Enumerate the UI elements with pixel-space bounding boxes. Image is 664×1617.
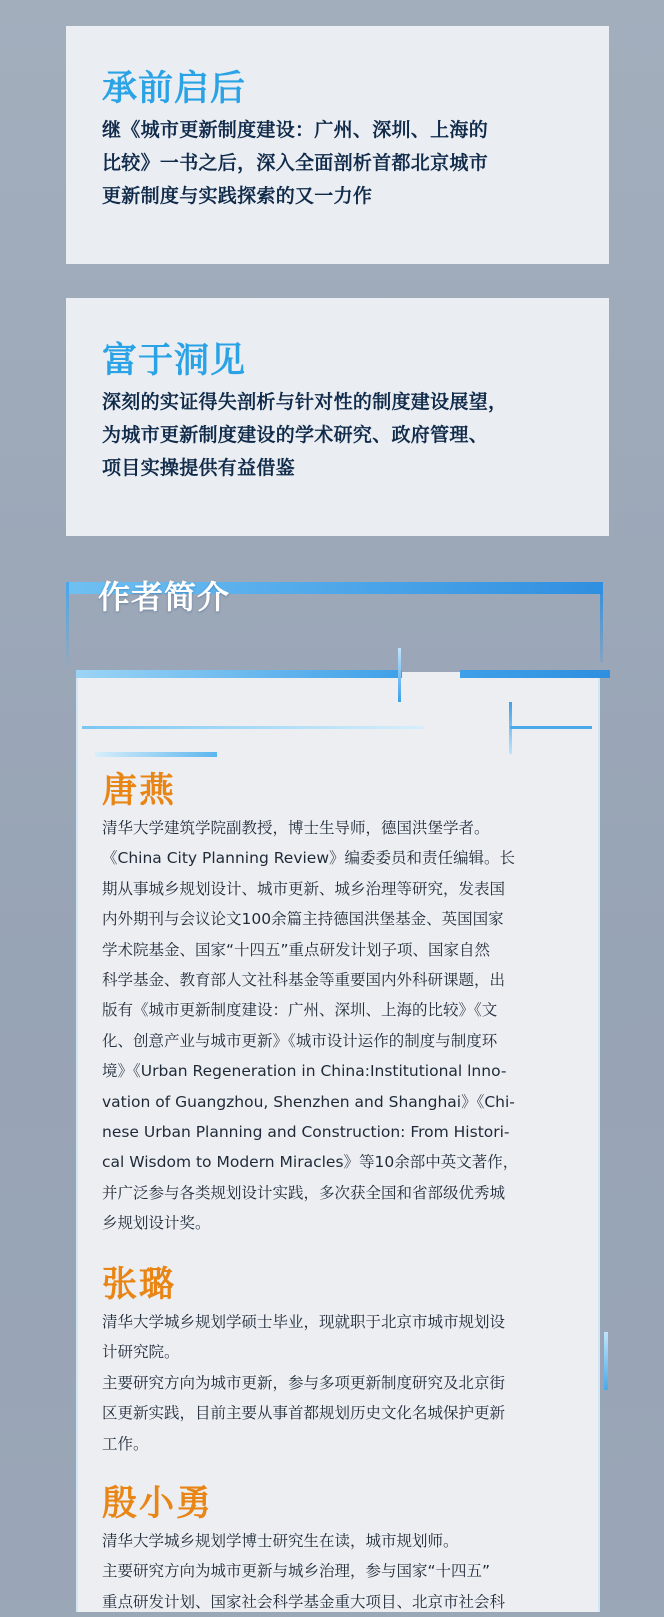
- bio-line: 清华大学城乡规划学硕士毕业，现就职于北京市城市规划设: [102, 1313, 506, 1331]
- card-text-line: 继《城市更新制度建设：广州、深圳、上海的: [102, 119, 489, 141]
- bio-line: vation of Guangzhou, Shenzhen and Shanghai》《Chi-: [102, 1092, 515, 1111]
- decor-bar: [460, 670, 610, 678]
- decor-line: [510, 726, 592, 729]
- author-frame-left-edge: [66, 582, 69, 670]
- bio-line: 重点研发计划、国家社会科学基金重大项目、北京市社会科: [102, 1592, 506, 1611]
- card-text-line: 更新制度与实践探索的又一力作: [102, 185, 373, 207]
- highlight-card-insight: [66, 298, 609, 536]
- bio-line: 主要研究方向为城市更新与城乡治理，参与国家“十四五”: [102, 1562, 491, 1581]
- bio-line: 版有《城市更新制度建设：广州、深圳、上海的比较》《文: [102, 1001, 498, 1020]
- card-title: 承前启后: [102, 68, 247, 109]
- bio-line: 境》《Urban Regeneration in China:Institutional lnno-: [102, 1062, 507, 1081]
- bio-line: 期从事城乡规划设计、城市更新、城乡治理等研究，发表国: [102, 879, 506, 898]
- bio-line: 区更新实践，目前主要从事首都规划历史文化名城保护更新: [102, 1404, 506, 1423]
- bio-line: 清华大学建筑学院副教授，博士生导师，德国洪堡学者。: [102, 819, 490, 837]
- decor-line: [82, 726, 424, 729]
- decor-tick: [398, 648, 401, 702]
- bio-line: nese Urban Planning and Construction: From Histori-: [102, 1123, 510, 1142]
- author-name: 殷小勇: [102, 1483, 214, 1524]
- bio-line: 内外期刊与会议论文100余篇主持德国洪堡基金、英国国家: [102, 910, 504, 929]
- author-name: 张璐: [102, 1264, 177, 1305]
- bio-line: 主要研究方向为城市更新，参与多项更新制度研究及北京街: [102, 1373, 506, 1392]
- card-text-line: 比较》一书之后，深入全面剖析首都北京城市: [102, 152, 489, 174]
- author-yin-xiaoyong: [102, 1482, 582, 1617]
- decor-tick: [604, 1332, 608, 1390]
- author-zhang-lu: [102, 1263, 582, 1459]
- bio-line: 并广泛参与各类规划设计实践，多次获全国和省部级优秀城: [102, 1183, 506, 1202]
- card-text: [102, 114, 573, 213]
- author-bio: [102, 1307, 582, 1459]
- author-bio: [102, 813, 582, 1239]
- card-text: [102, 386, 573, 485]
- bio-line: 乡规划设计奖。: [102, 1214, 211, 1233]
- bio-line: 化、创意产业与城市更新》《城市设计运作的制度与制度环: [102, 1031, 498, 1050]
- bio-line: 工作。: [102, 1434, 149, 1453]
- author-tang-yan: [102, 769, 582, 1239]
- author-name: 唐燕: [102, 770, 177, 811]
- bio-line: 清华大学城乡规划学博士研究生在读，城市规划师。: [102, 1532, 459, 1550]
- bio-line: 科学基金、教育部人文社科基金等重要国内外科研课题，出: [102, 971, 506, 990]
- decor-line: [95, 752, 217, 757]
- bio-line: 学术院基金、国家“十四五”重点研发计划子项、国家自然: [102, 940, 491, 959]
- bio-line: cal Wisdom to Modern Miracles》等10余部中英文著作，: [102, 1153, 519, 1172]
- card-text-line: 深刻的实证得失剖析与针对性的制度建设展望，: [102, 391, 508, 413]
- card-title: 富于洞见: [102, 340, 247, 381]
- bio-line: 计研究院。: [102, 1343, 180, 1362]
- card-text-line: 项目实操提供有益借鉴: [102, 457, 296, 479]
- author-section-heading: 作者简介: [98, 578, 231, 616]
- author-frame-right-edge: [600, 582, 603, 662]
- card-text-line: 为城市更新制度建设的学术研究、政府管理、: [102, 424, 489, 446]
- author-bio: [102, 1526, 582, 1617]
- highlight-card-continuity: [66, 26, 609, 264]
- decor-bar: [76, 670, 402, 678]
- bio-line: 《China City Planning Review》编委委员和责任编辑。长: [102, 849, 516, 868]
